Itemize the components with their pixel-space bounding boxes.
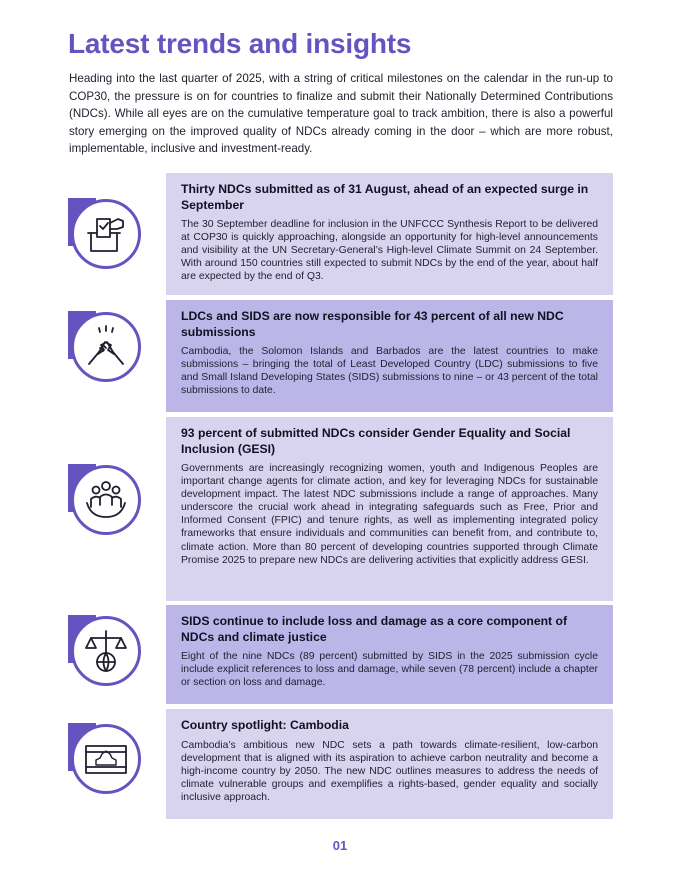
card-heading: LDCs and SIDS are now responsible for 43 percent of all new NDC submissions	[181, 309, 564, 339]
people-group-icon	[83, 477, 129, 523]
card-heading: Country spotlight: Cambodia	[181, 718, 349, 732]
card-body: Cambodia’s ambitious new NDC sets a path towards climate-resilient, low-carbon development that is aligned with its aspiration to achieve carbon neutrality and become a high-income country by 2050. The new NDC outlines measures to address the needs of climate vulnerable groups and exemplifies a rights-based, gender equality and socially inclusive approach.	[181, 739, 598, 803]
card-heading: Thirty NDCs submitted as of 31 August, ahead of an expected surge in September	[181, 182, 589, 212]
card-ldcs-sids	[166, 300, 613, 412]
card-body: Governments are increasingly recognizing women, youth and Indigenous Peoples are important change agents for climate action, and key for leveraging NDCs for sustainable development impact. The latest NDC submissions include a range of approaches. Many underscore the crucial work ahead in integrating safeguards such as Free, Prior and Informed Consent (FPIC) and tenure rights, as well as implementing integrated policy frameworks that ensure individuals and communities can benefit from, and contribute to, climate action. More than 80 percent of developing countries supported through Climate Promise 2025 to prepare new NDCs are delivering activities that explicitly address GESI.	[181, 463, 598, 566]
card-loss-damage	[166, 605, 613, 704]
card-body: Eight of the nine NDCs (89 percent) submitted by SIDS in the 2025 submission cycle include explicit references to loss and damage, while seven (78 percent) include a chapter or section on loss and damage.	[181, 651, 598, 689]
card-4-icon-badge	[68, 615, 140, 687]
card-5-icon-badge	[68, 723, 140, 795]
card-gesi	[166, 417, 613, 601]
card-heading: 93 percent of submitted NDCs consider Gender Equality and Social Inclusion (GESI)	[181, 426, 571, 456]
card-cambodia-spotlight	[166, 709, 613, 819]
card-3-icon-badge	[68, 464, 140, 536]
page-title: Latest trends and insights	[68, 28, 412, 59]
card-2-icon-badge	[68, 311, 140, 383]
intro-paragraph: Heading into the last quarter of 2025, with a string of critical milestones on the calendar in the run-up to COP30, the pressure is on for countries to finalize and submit their Nationally Determined Contributions (NDCs). While all eyes are on the cumulative temperature goal to track ambition, there is also a powerful story emerging on the improved quality of NDCs already coming in the door – which are more robust, implementable, inclusive and investment-ready.	[69, 72, 613, 155]
cambodia-flag-icon	[83, 736, 129, 782]
page-number: 01	[332, 838, 348, 853]
card-1-icon-badge	[68, 198, 140, 270]
handshake-icon	[83, 324, 129, 370]
ballot-box-icon	[83, 211, 129, 257]
card-body: Cambodia, the Solomon Islands and Barbados are the latest countries to make submissions – bringing the total of Least Developed Country (LDC) submissions to five and Small Island Developing States (SIDS) submissions to nine – or 43 percent of the total submissions to date.	[181, 346, 598, 397]
card-heading: SIDS continue to include loss and damage as a core component of NDCs and climate justice	[181, 614, 568, 644]
scales-globe-icon	[83, 628, 129, 674]
card-ndcs-submitted	[166, 173, 613, 295]
card-body: The 30 September deadline for inclusion in the UNFCCC Synthesis Report to be delivered at COP30 is quickly approaching, alongside an opportunity for high-level announcements and visibility at the UN Secretary-General’s High-level Climate Summit on 24 September. With around 150 countries still expected to submit NDCs by the end of the year, about half are expected by the end of Q3.	[181, 219, 598, 283]
